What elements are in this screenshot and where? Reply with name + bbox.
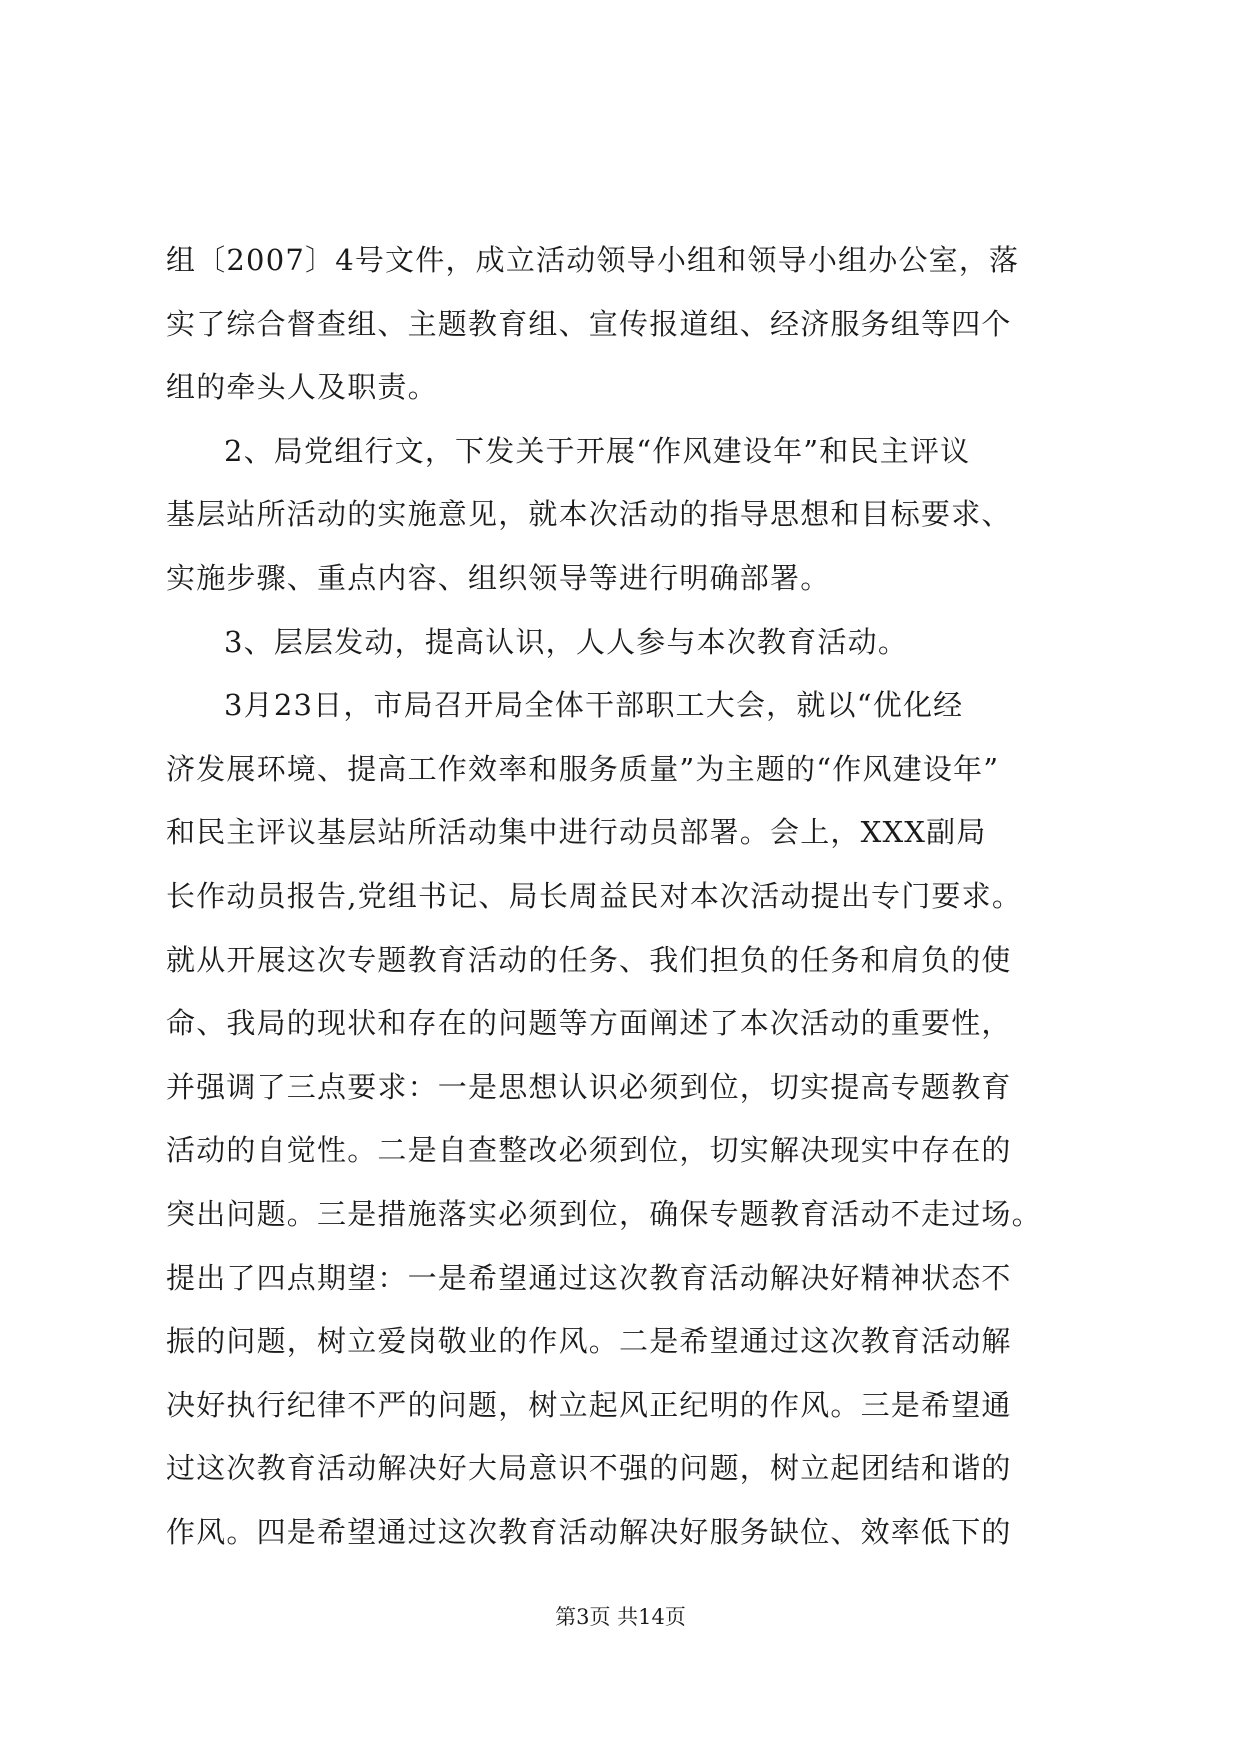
text-line: 振的问题，树立爱岗敬业的作风。二是希望通过这次教育活动解: [166, 1324, 1012, 1359]
text-line: 3、层层发动，提高认识，人人参与本次教育活动。: [224, 624, 909, 659]
text-line: 命、我局的现状和存在的问题等方面阐述了本次活动的重要性，: [166, 1006, 1012, 1041]
text-line: 基层站所活动的实施意见，就本次活动的指导思想和目标要求、: [166, 497, 1012, 532]
text-line: 和民主评议基层站所活动集中进行动员部署。会上，XXX副局: [166, 815, 987, 850]
text-line: 组的牵头人及职责。: [166, 370, 438, 405]
text-line: 实了综合督查组、主题教育组、宣传报道组、经济服务组等四个: [166, 306, 1012, 341]
text-line: 2、局党组行文，下发关于开展“作风建设年”和民主评议: [224, 433, 971, 468]
text-line: 实施步骤、重点内容、组织领导等进行明确部署。: [166, 560, 831, 595]
text-line: 突出问题。三是措施落实必须到位，确保专题教育活动不走过场。: [166, 1196, 1042, 1231]
document-body: [166, 229, 1076, 1564]
text-line: 作风。四是希望通过这次教育活动解决好服务缺位、效率低下的: [166, 1514, 1012, 1549]
text-line: 过这次教育活动解决好大局意识不强的问题，树立起团结和谐的: [166, 1451, 1012, 1486]
text-line: 组〔2007〕4号文件，成立活动领导小组和领导小组办公室，落: [166, 243, 1020, 277]
text-line: 3月23日，市局召开局全体干部职工大会，就以“优化经: [224, 688, 964, 723]
text-line: 活动的自觉性。二是自查整改必须到位，切实解决现实中存在的: [166, 1133, 1012, 1168]
text-line: 并强调了三点要求：一是思想认识必须到位，切实提高专题教育: [166, 1069, 1012, 1104]
text-line: 就从开展这次专题教育活动的任务、我们担负的任务和肩负的使: [166, 942, 1012, 977]
text-line: 长作动员报告,党组书记、局长周益民对本次活动提出专门要求。: [166, 878, 1023, 913]
text-line: 决好执行纪律不严的问题，树立起风正纪明的作风。三是希望通: [166, 1387, 1012, 1422]
page-number-footer: 第3页 共14页: [555, 1605, 686, 1629]
text-line: 济发展环境、提高工作效率和服务质量”为主题的“作风建设年”: [166, 751, 1000, 786]
text-line: 提出了四点期望：一是希望通过这次教育活动解决好精神状态不: [166, 1260, 1012, 1295]
